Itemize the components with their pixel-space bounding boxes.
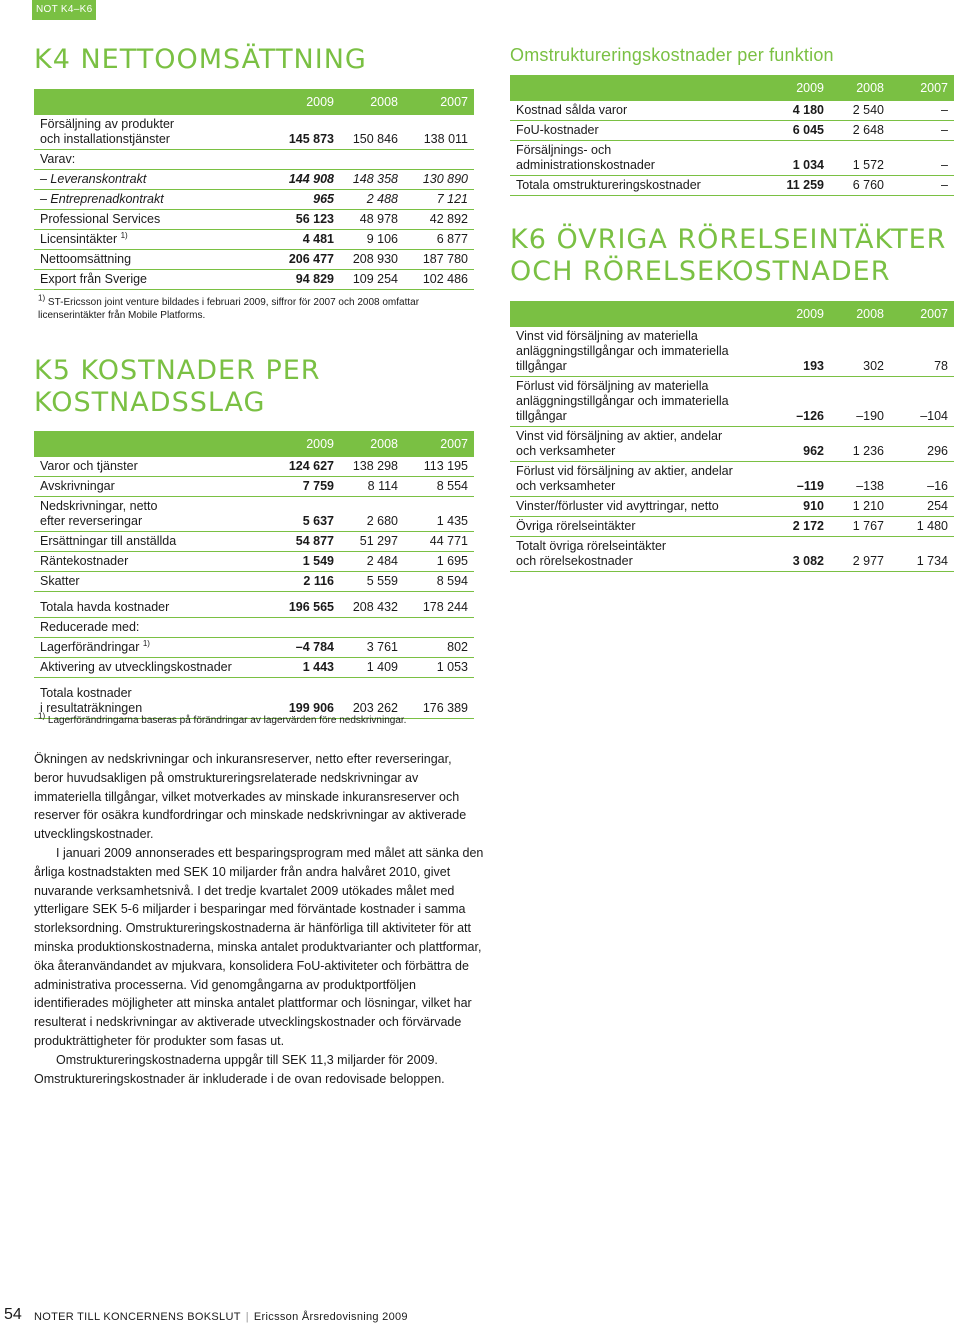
- k5-footnote: $^{1)}$ Lagerförändringarna baseras på förändringar av lagervärden före nedskrivningar.: [38, 711, 407, 726]
- section-tab: NOT K4–K6: [32, 0, 96, 20]
- cell-value: 254: [890, 497, 954, 517]
- row-label: Vinster/förluster vid avyttringar, netto: [510, 497, 750, 517]
- paragraph: Omstruktureringskostnaderna uppgår till SEK 11,3 miljarder för 2009. Omstruktureringskostnader är inkluderade i de ovan redovisade beloppen.: [34, 1052, 445, 1086]
- cell-value: [340, 150, 404, 170]
- cell-value: 193: [750, 327, 830, 377]
- row-label: Förlust vid försäljning av materiella anläggningstillgångar och immateriella tillgångar: [510, 377, 750, 427]
- cell-value: 1 695: [404, 552, 474, 572]
- cell-value: –: [890, 141, 954, 176]
- year-header: 2009: [264, 89, 340, 115]
- cell-value: 3 082: [750, 537, 830, 572]
- year-header: 2009: [750, 75, 830, 101]
- cell-value: 42 892: [404, 210, 474, 230]
- cell-value: 48 978: [340, 210, 404, 230]
- row-label: Förlust vid försäljning av aktier, andelar och verksamheter: [510, 462, 750, 497]
- year-header: 2008: [830, 75, 890, 101]
- cell-value: 145 873: [264, 115, 340, 150]
- row-label: – Leveranskontrakt: [34, 170, 264, 190]
- cell-value: 2 484: [340, 552, 404, 572]
- cell-value: 208 930: [340, 250, 404, 270]
- cell-value: 9 106: [340, 230, 404, 250]
- cell-value: [340, 618, 404, 638]
- table-row: [510, 517, 954, 537]
- row-label: Försäljnings- och administrationskostnader: [510, 141, 750, 176]
- cell-value: 44 771: [404, 532, 474, 552]
- table-row: [510, 537, 954, 572]
- row-label: Reducerade med:: [34, 618, 264, 638]
- cell-value: 176 389: [404, 678, 474, 719]
- k6-table: [510, 301, 954, 572]
- cell-value: 2 116: [264, 572, 340, 592]
- cell-value: 150 846: [340, 115, 404, 150]
- cell-value: 1 435: [404, 497, 474, 532]
- year-header: 2007: [890, 301, 954, 327]
- cell-value: 1 549: [264, 552, 340, 572]
- cell-value: 206 477: [264, 250, 340, 270]
- row-label: Professional Services: [34, 210, 264, 230]
- table-row: [510, 462, 954, 497]
- k5-title: K5 KOSTNADER PER KOSTNADSSLAG: [34, 355, 321, 418]
- cell-value: 6 045: [750, 121, 830, 141]
- row-label: Nettoomsättning: [34, 250, 264, 270]
- row-label: Varav:: [34, 150, 264, 170]
- cell-value: 1 409: [340, 658, 404, 678]
- cell-value: 138 011: [404, 115, 474, 150]
- row-label: Räntekostnader: [34, 552, 264, 572]
- footer-divider: |: [245, 1311, 249, 1323]
- table-row: [510, 101, 954, 121]
- cell-value: 4 180: [750, 101, 830, 121]
- table-row: [34, 190, 474, 210]
- k6-title: K6 ÖVRIGA RÖRELSEINTÄKTER OCH RÖRELSEKOSTNADER: [510, 224, 947, 287]
- year-header: 2008: [340, 431, 404, 457]
- cell-value: 102 486: [404, 270, 474, 290]
- table-row: [34, 572, 474, 592]
- row-label: Nedskrivningar, netto efter reverseringar: [34, 497, 264, 532]
- cell-value: 124 627: [264, 457, 340, 477]
- table-row: [510, 377, 954, 427]
- cell-value: –: [890, 121, 954, 141]
- cell-value: –138: [830, 462, 890, 497]
- cell-value: 2 680: [340, 497, 404, 532]
- table-row: [510, 327, 954, 377]
- cell-value: 51 297: [340, 532, 404, 552]
- cell-value: –4 784: [264, 638, 340, 658]
- cell-value: 2 172: [750, 517, 830, 537]
- cell-value: –16: [890, 462, 954, 497]
- cell-value: 11 259: [750, 176, 830, 196]
- row-label: Totala omstruktureringskostnader: [510, 176, 750, 196]
- cell-value: 94 829: [264, 270, 340, 290]
- cell-value: 1 480: [890, 517, 954, 537]
- paragraph: I januari 2009 annonserades ett besparingsprogram med målet att sänka den årliga kostnadstakten med SEK 10 miljarder från andra halvåret 2010, givet nuvarande verksamhetsnivå. I det tredje kvartalet 2009 utökades målet med ytterligare SEK 5-6 miljarder i besparingar med förväntade kostnader i samma storleksordning. Omstruktureringskostnaderna är hänförliga till aktiviteter för att minska produktionskostnaderna, minska antalet produktvarianter och plattformar, öka återanvändandet av mjukvara, konsolidera FoU-aktiviteter och förbättra de administrativa processerna. Vid genomgångarna av produktportföljen identifierades möjligheter att minska antalet plattformar och lösningar, vilket har resulterat i nedskrivningar av aktiverade utvecklingskostnader och förvärvade produkträttigheter för produkter som fasas ut.: [34, 845, 484, 1048]
- footer-section: NOTER TILL KONCERNENS BOKSLUT: [34, 1311, 241, 1323]
- table-row: [34, 457, 474, 477]
- table-row: [510, 121, 954, 141]
- cell-value: 802: [404, 638, 474, 658]
- cell-value: 6 877: [404, 230, 474, 250]
- row-label: Skatter: [34, 572, 264, 592]
- cell-value: 3 761: [340, 638, 404, 658]
- cell-value: 54 877: [264, 532, 340, 552]
- cell-value: 302: [830, 327, 890, 377]
- row-label: – Entreprenadkontrakt: [34, 190, 264, 210]
- cell-value: –126: [750, 377, 830, 427]
- cell-value: 2 977: [830, 537, 890, 572]
- body-text: [34, 750, 484, 1088]
- page-number: 54: [4, 1306, 22, 1323]
- cell-value: 148 358: [340, 170, 404, 190]
- cell-value: 1 767: [830, 517, 890, 537]
- table-row: [34, 618, 474, 638]
- cell-value: 7 121: [404, 190, 474, 210]
- cell-value: 187 780: [404, 250, 474, 270]
- row-label: Kostnad sålda varor: [510, 101, 750, 121]
- table-row: [34, 150, 474, 170]
- row-label: Licensintäkter $^{1)}$: [34, 230, 264, 250]
- row-label: Varor och tjänster: [34, 457, 264, 477]
- cell-value: 5 559: [340, 572, 404, 592]
- cell-value: 208 432: [340, 592, 404, 618]
- table-row: [34, 658, 474, 678]
- table-row: [510, 176, 954, 196]
- k5-table: [34, 431, 474, 719]
- cell-value: –119: [750, 462, 830, 497]
- table-row: [510, 427, 954, 462]
- row-label: Aktivering av utvecklingskostnader: [34, 658, 264, 678]
- cell-value: 962: [750, 427, 830, 462]
- cell-value: [404, 150, 474, 170]
- cell-value: 1 236: [830, 427, 890, 462]
- table-row: [34, 170, 474, 190]
- cell-value: 296: [890, 427, 954, 462]
- cell-value: [264, 150, 340, 170]
- cell-value: [404, 618, 474, 638]
- cell-value: 1 210: [830, 497, 890, 517]
- row-label: Lagerförändringar $^{1)}$: [34, 638, 264, 658]
- table-row: [34, 250, 474, 270]
- cell-value: –: [890, 101, 954, 121]
- cell-value: 8 594: [404, 572, 474, 592]
- cell-value: 196 565: [264, 592, 340, 618]
- cell-value: 109 254: [340, 270, 404, 290]
- cell-value: 2 488: [340, 190, 404, 210]
- table-row: [510, 141, 954, 176]
- cell-value: –190: [830, 377, 890, 427]
- cell-value: 2 648: [830, 121, 890, 141]
- cell-value: 56 123: [264, 210, 340, 230]
- cell-value: 5 637: [264, 497, 340, 532]
- cell-value: 8 114: [340, 477, 404, 497]
- table-row: [34, 115, 474, 150]
- restructuring-table: [510, 75, 954, 196]
- cell-value: 178 244: [404, 592, 474, 618]
- cell-value: 2 540: [830, 101, 890, 121]
- cell-value: 7 759: [264, 477, 340, 497]
- table-row: [34, 638, 474, 658]
- k4-table: [34, 89, 474, 290]
- row-label: Vinst vid försäljning av materiella anläggningstillgångar och immateriella tillgångar: [510, 327, 750, 377]
- cell-value: 78: [890, 327, 954, 377]
- table-row: [510, 497, 954, 517]
- cell-value: 1 572: [830, 141, 890, 176]
- cell-value: 4 481: [264, 230, 340, 250]
- year-header: 2007: [890, 75, 954, 101]
- row-label: Vinst vid försäljning av aktier, andelar och verksamheter: [510, 427, 750, 462]
- year-header: 2007: [404, 431, 474, 457]
- table-row: [34, 477, 474, 497]
- cell-value: [264, 618, 340, 638]
- cell-value: 6 760: [830, 176, 890, 196]
- cell-value: –: [890, 176, 954, 196]
- row-label: Totala havda kostnader: [34, 592, 264, 618]
- table-row: [34, 230, 474, 250]
- cell-value: 1 034: [750, 141, 830, 176]
- cell-value: 965: [264, 190, 340, 210]
- cell-value: 910: [750, 497, 830, 517]
- row-label: FoU-kostnader: [510, 121, 750, 141]
- paragraph: Ökningen av nedskrivningar och inkuransreserver, netto efter reverseringar, beror huvudsakligen på omstruktureringsrelaterade nedskrivningar av immateriella tillgångar, vilket motverkades av minskade inkuransreserver och reserver för osäkra kundfordringar och minskade nedskrivningar av aktiverade utvecklingskostnader.: [34, 752, 467, 842]
- row-label: Export från Sverige: [34, 270, 264, 290]
- cell-value: 203 262: [340, 678, 404, 719]
- table-row: [34, 210, 474, 230]
- year-header: 2008: [830, 301, 890, 327]
- table-row: [34, 552, 474, 572]
- table-row: [34, 270, 474, 290]
- cell-value: 1 443: [264, 658, 340, 678]
- k4-title: K4 NETTOOMSÄTTNING: [34, 44, 367, 75]
- cell-value: 113 195: [404, 457, 474, 477]
- table-row: [34, 497, 474, 532]
- cell-value: 8 554: [404, 477, 474, 497]
- cell-value: 1 053: [404, 658, 474, 678]
- running-footer: [34, 1311, 408, 1323]
- table-row: [34, 592, 474, 618]
- cell-value: 199 906: [264, 678, 340, 719]
- year-header: 2009: [750, 301, 830, 327]
- year-header: 2009: [264, 431, 340, 457]
- cell-value: 130 890: [404, 170, 474, 190]
- cell-value: 1 734: [890, 537, 954, 572]
- restructuring-title: Omstruktureringskostnader per funktion: [510, 45, 834, 65]
- year-header: 2008: [340, 89, 404, 115]
- row-label: Övriga rörelseintäkter: [510, 517, 750, 537]
- k4-footnote: $^{1)}$ ST-Ericsson joint venture bildades i februari 2009, siffror för 2007 och 2008 omfattar licenserintäkter från Mobile Platforms.: [38, 293, 420, 321]
- row-label: Försäljning av produkter och installationstjänster: [34, 115, 264, 150]
- row-label: Ersättningar till anställda: [34, 532, 264, 552]
- row-label: Totalt övriga rörelseintäkter och rörelsekostnader: [510, 537, 750, 572]
- cell-value: 138 298: [340, 457, 404, 477]
- cell-value: –104: [890, 377, 954, 427]
- table-row: [34, 678, 474, 719]
- table-row: [34, 532, 474, 552]
- year-header: 2007: [404, 89, 474, 115]
- row-label: Avskrivningar: [34, 477, 264, 497]
- row-label: Totala kostnader i resultaträkningen: [34, 678, 264, 719]
- cell-value: 144 908: [264, 170, 340, 190]
- footer-report: Ericsson Årsredovisning 2009: [253, 1311, 408, 1323]
